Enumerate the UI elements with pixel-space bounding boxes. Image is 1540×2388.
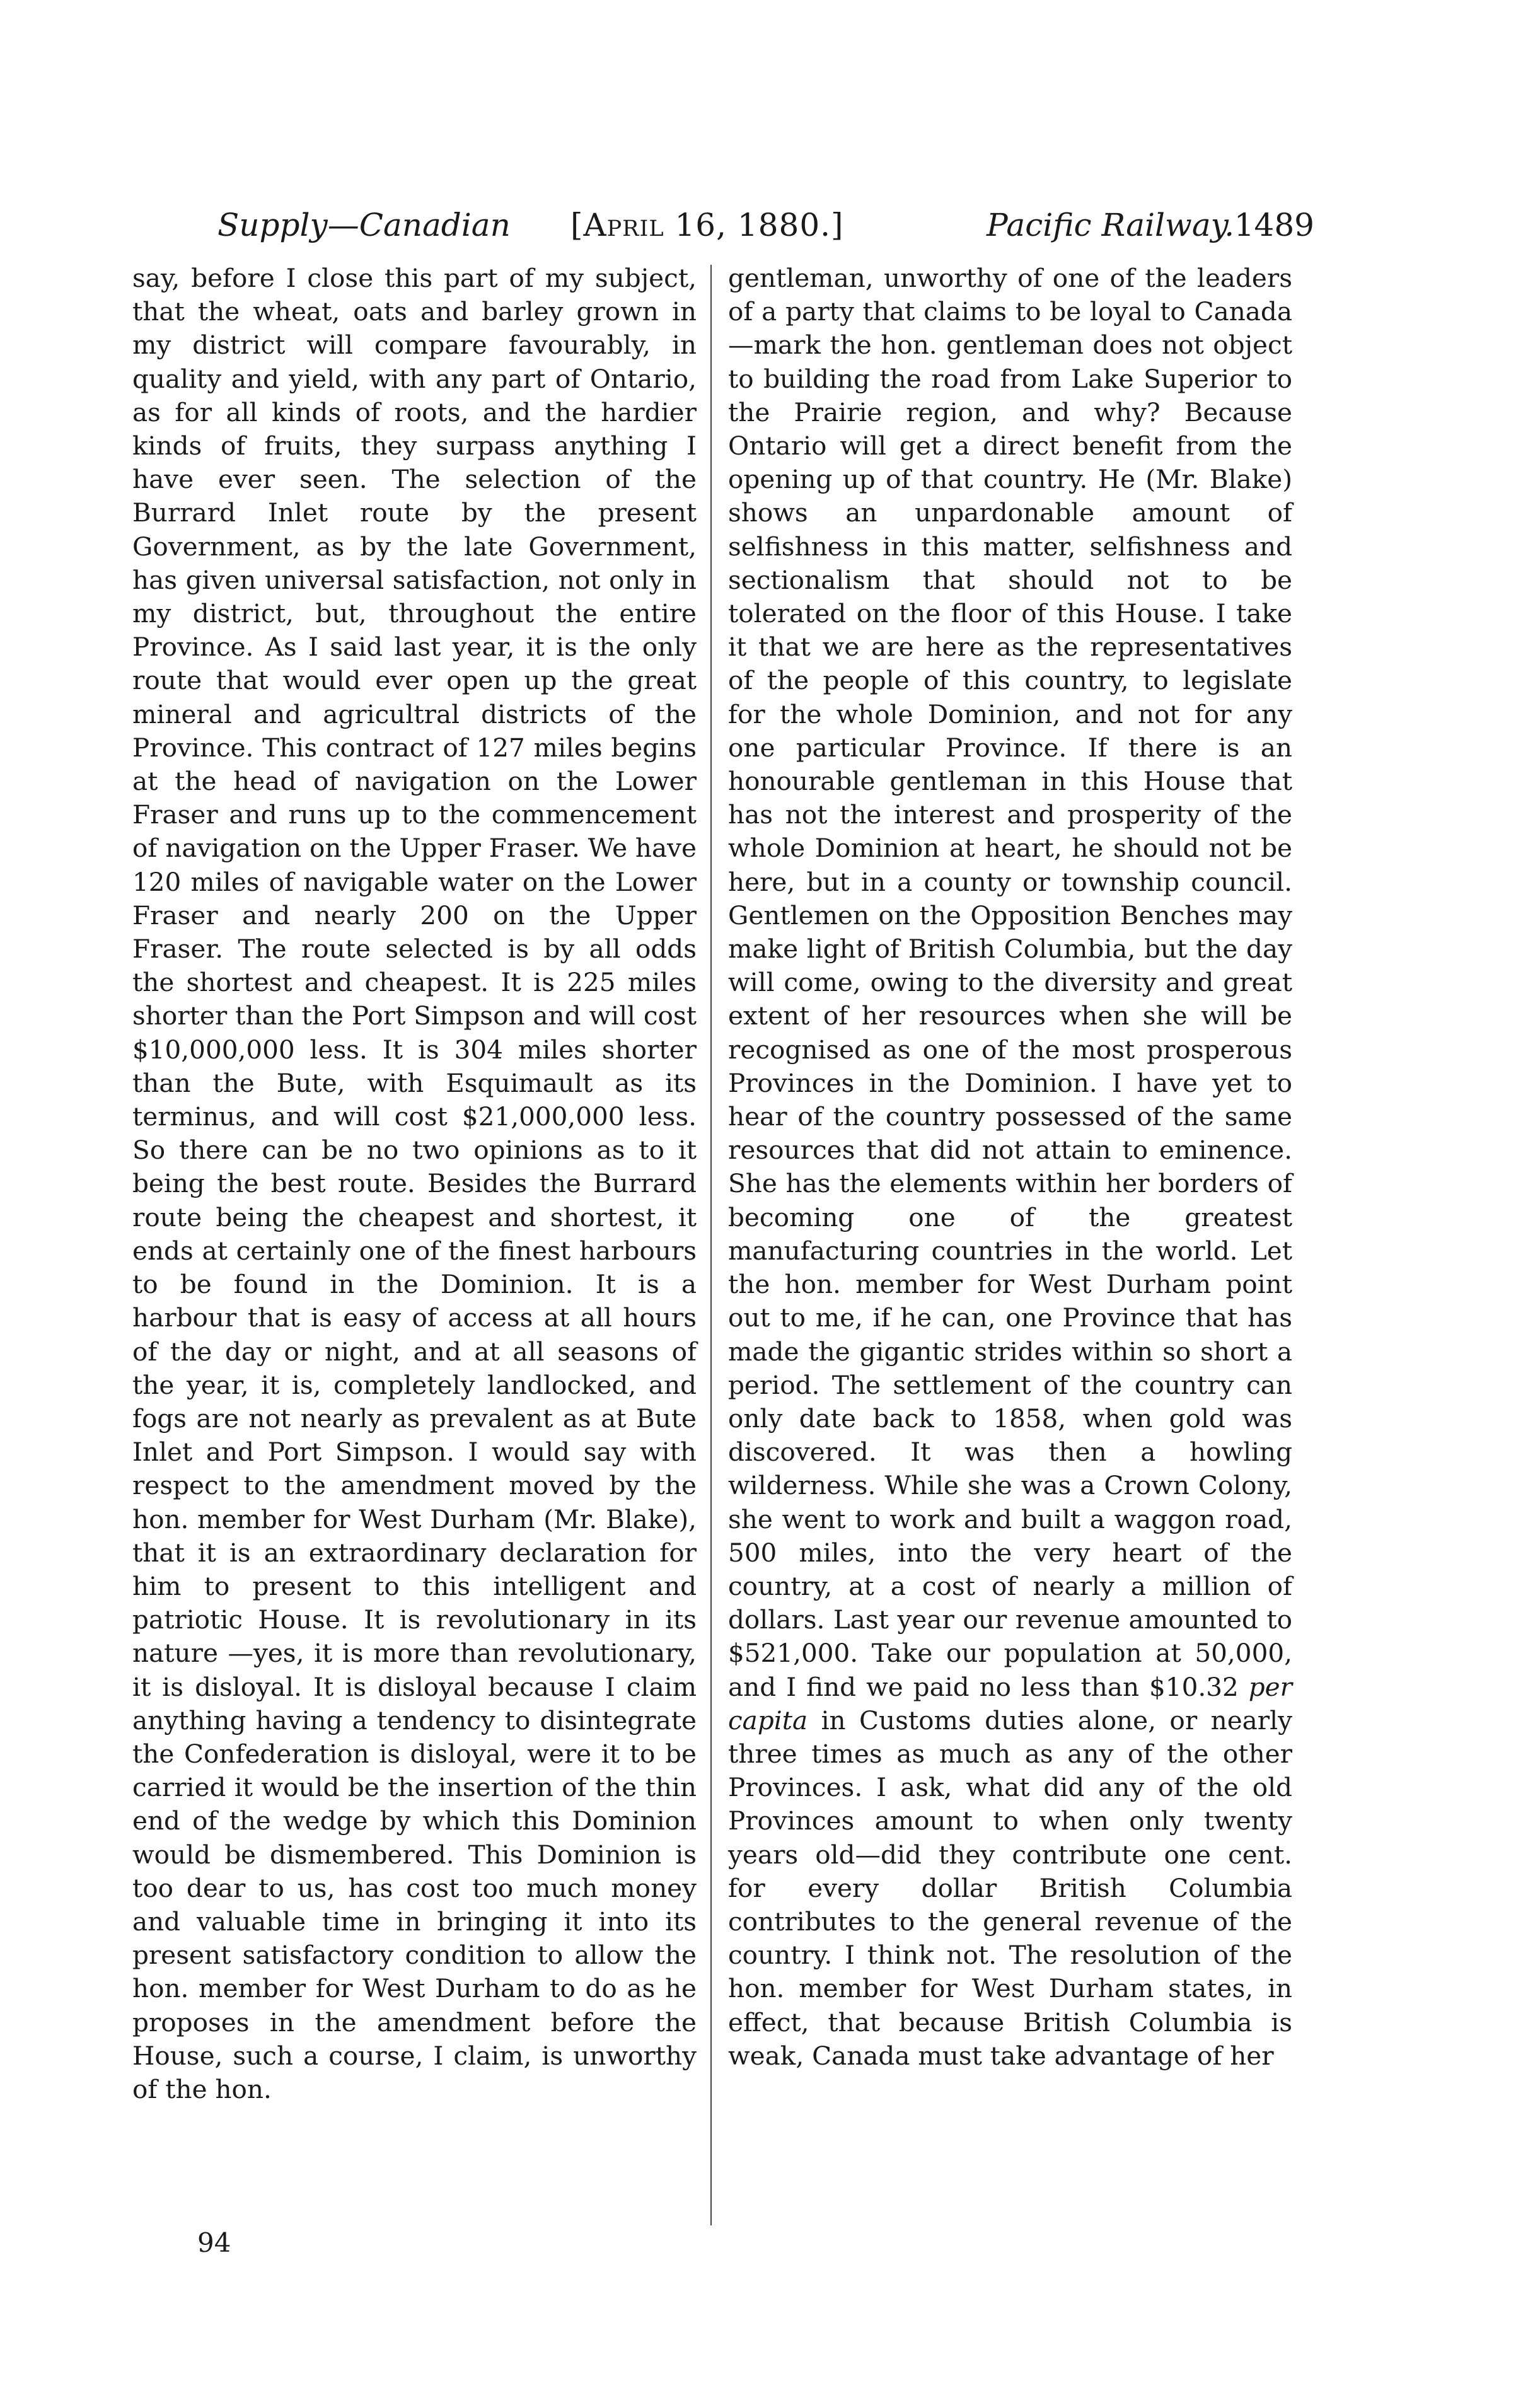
signature-mark: 94 xyxy=(197,2227,231,2258)
left-column-paragraph xyxy=(132,262,697,2106)
right-column-text-after-italic: in Customs duties alone, or nearly three times as much as any of the other Provinces. I ask, what did any of the old Provinces amount to when only twenty years old—did they contribute one cent. for every dollar British Columbia contributes to the general revenue of the country. I think not. The resolution of the hon. member for West Durham states, in effect, that because British Columbia is weak, Canada must take advantage of her xyxy=(728,1705,1292,2071)
running-head xyxy=(217,203,1314,247)
running-head-left: Supply—Canadian xyxy=(217,207,511,243)
right-column-italic-phrase: per capita xyxy=(728,1671,1292,1736)
left-column-text: say, before I close this part of my subject, that the wheat, oats and barley grown in my district will compare favourably, in quality and yield, with any part of Ontario, as for all kinds of roots, and the hardier kinds of fruits, they surpass anything I have ever seen. The selection of the Burrard Inlet route by the present Government, as by the late Government, has given universal satisfaction, not only in my district, but, throughout the entire Province. As I said last year, it is the only route that would ever open up the great mineral and agricultral districts of the Province. This contract of 127 miles begins at the head of navigation on the Lower Fraser and runs up to the commencement of navigation on the Upper Fraser. We have 120 miles of navigable water on the Lower Fraser and nearly 200 on the Upper Fraser. The route selected is by all odds the shortest and cheapest. It is 225 miles shorter than the Port Simpson and will cost $10,000,000 less. It is 304 miles shorter than the Bute, with Esquimault as its terminus, and will cost $21,000,000 less. So there can be no two opinions as to it being the best route. Besides the Burrard route being the cheapest and shortest, it ends at certainly one of the finest harbours to be found in the Dominion. It is a harbour that is easy of access at all hours of the day or night, and at all seasons of the year, it is, completely landlocked, and fogs are not nearly as prevalent as at Bute Inlet and Port Simpson. I would say with respect to the amendment moved by the hon. member for West Durham (Mr. Blake), that it is an extraordinary declaration for him to present to this intelligent and patriotic House. It is revolutionary in its nature —yes, it is more than revolutionary, it is disloyal. It is disloyal because I claim anything having a tendency to disintegrate the Confederation is disloyal, were it to be carried it would be the insertion of the thin end of the wedge by which this Dominion would be dismembered. This Dominion is too dear to us, has cost too much money and valuable time in bringing it into its present satisfactory condition to allow the hon. member for West Durham to do as he proposes in the amendment before the House, such a course, I claim, is unworthy of the hon. xyxy=(132,263,697,2104)
running-head-date: [April 16, 1880.] xyxy=(570,207,844,243)
right-column xyxy=(728,262,1292,2073)
column-divider xyxy=(710,265,712,2225)
left-column xyxy=(132,262,697,2106)
right-column-text-before-italic: gentleman, unworthy of one of the leaders of a party that claims to be loyal to Canada—mark the hon. gentleman does not object to building the road from Lake Superior to the Prairie region, and why? Because Ontario will get a direct benefit from the opening up of that country. He (Mr. Blake) shows an unpardonable amount of selfishness in this matter, selfishness and sectionalism that should not to be tolerated on the floor of this House. I take it that we are here as the representatives of the people of this country, to legislate for the whole Dominion, and not for any one particular Province. If there is an honourable gentleman in this House that has not the interest and prosperity of the whole Dominion at heart, he should not be here, but in a county or township council. Gentlemen on the Opposition Benches may make light of British Columbia, but the day will come, owing to the diversity and great extent of her resources when she will be recognised as one of the most prosperous Provinces in the Dominion. I have yet to hear of the country possessed of the same resources that did not attain to eminence. She has the elements within her borders of becoming one of the greatest manufacturing countries in the world. Let the hon. member for West Durham point out to me, if he can, one Province that has made the gigantic strides within so short a period. The settlement of the country can only date back to 1858, when gold was discovered. It was then a howling wilderness. While she was a Crown Colony, she went to work and built a waggon road, 500 miles, into the very heart of the country, at a cost of nearly a million of dollars. Last year our revenue amounted to $521,000. Take our population at 50,000, and I find we paid no less than $10.32 xyxy=(728,263,1292,1702)
page-number: 1489 xyxy=(1234,207,1314,243)
running-head-right: Pacific Railway. xyxy=(987,207,1235,243)
right-column-paragraph xyxy=(728,262,1292,2073)
